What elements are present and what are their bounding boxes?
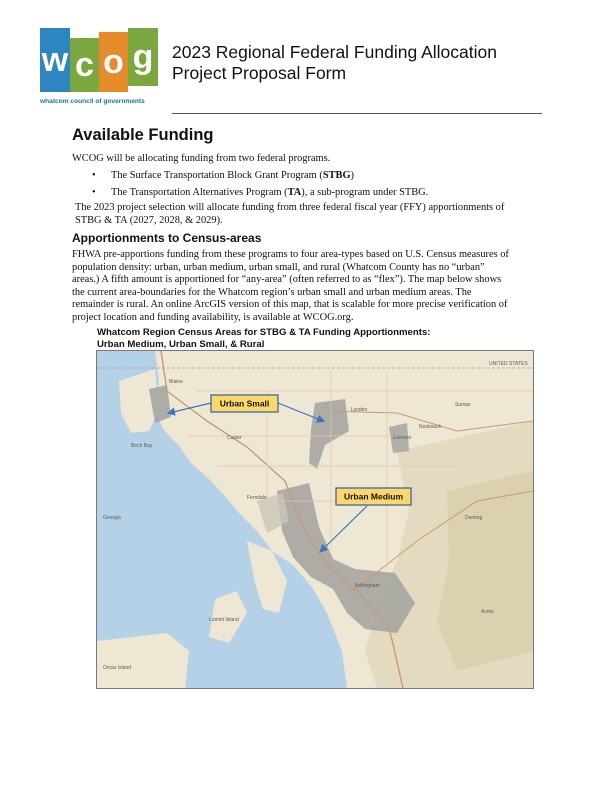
paragraph-line: the current area-boundaries for the Whatcom region’s urban small and urban medium areas. The: [72, 286, 472, 298]
map-label-blaine: Blaine: [169, 379, 183, 385]
map-label-birch-bay: Birch Bay: [131, 443, 153, 449]
logo-tile-c: c: [70, 38, 99, 92]
map-label-acme: Acme: [481, 609, 494, 615]
selection-note-line2: STBG & TA (2027, 2028, & 2029).: [75, 214, 223, 226]
logo-tile-o: o: [99, 32, 128, 92]
paragraph-line: project location and funding availability, is available at WCOG.org.: [72, 311, 354, 323]
map-label-georgia: Georgia: [103, 515, 121, 521]
wcog-logo-tiles: [40, 28, 158, 92]
map-label-lummi-island: Lummi Island: [209, 617, 239, 623]
page-title-line2: Project Proposal Form: [172, 63, 347, 83]
list-item: [92, 170, 428, 187]
paragraph-line: areas.) A fifth amount is apportioned for “any-area” (often referred to as “flex”). The map below shows: [72, 274, 502, 285]
logo-subtitle: whatcom council of governments: [40, 98, 145, 105]
bullet-bold-text: STBG: [322, 170, 351, 181]
bullet-bold-text: TA: [287, 187, 302, 198]
map-label-custer: Custer: [227, 435, 242, 441]
selection-note-line1: The 2023 project selection will allocate funding from three federal fiscal year (FFY) apportionments of: [75, 202, 505, 213]
map-label-sumas: Sumas: [455, 402, 471, 408]
program-list: [92, 170, 428, 204]
orcas-island: [97, 633, 189, 688]
map-caption: [97, 327, 430, 350]
map-label-deming: Deming: [465, 515, 483, 521]
census-area-map-graphic: [97, 351, 533, 688]
map-label-lynden: Lynden: [351, 407, 368, 413]
page-title-line1: 2023 Regional Federal Funding Allocation: [172, 42, 497, 62]
logo-tile-w: w: [40, 28, 70, 92]
map-label-orcas-island: Orcas Island: [103, 665, 132, 671]
census-area-map: [96, 350, 534, 689]
available-funding-heading: Available Funding: [72, 126, 214, 144]
bullet-text: The Transportation Alternatives Program (: [111, 187, 288, 198]
map-label-ferndale: Ferndale: [247, 495, 267, 501]
map-label-united-states: UNITED STATES: [489, 361, 528, 367]
map-label-everson: Everson: [393, 435, 412, 441]
bullet-text: ), a sub-program under STBG.: [301, 187, 429, 198]
header-divider: [172, 113, 542, 114]
map-label-nooksack: Nooksack: [419, 424, 441, 430]
wcog-logo: [40, 28, 162, 108]
bullet-text: The Surface Transportation Block Grant Program (: [111, 170, 323, 181]
apportionments-heading: Apportionments to Census-areas: [72, 231, 262, 245]
urban-small-label: Urban Small: [219, 398, 270, 409]
map-label-bellingham: Bellingham: [355, 583, 380, 589]
apportionments-paragraph: [72, 249, 509, 324]
urban-medium-label: Urban Medium: [343, 491, 404, 502]
paragraph-line: population density: urban, urban medium, urban small, and rural (Whatcom County has no “urban”: [72, 261, 485, 273]
logo-tile-g: g: [128, 28, 158, 86]
map-caption-line1: Whatcom Region Census Areas for STBG & TA Funding Apportionments:: [97, 327, 431, 338]
mountain-terrain-ridge: [437, 471, 533, 671]
map-caption-line2: Urban Medium, Urban Small, & Rural: [97, 338, 265, 350]
bullet-text: ): [350, 170, 355, 181]
paragraph-line: remainder is rural. An online ArcGIS version of this map, that is scalable for more precise verification of: [72, 299, 508, 310]
page-title: [172, 42, 497, 84]
paragraph-line: FHWA pre-apportions funding from these programs to four area-types based on U.S. Census measures of: [72, 249, 509, 260]
selection-note: [75, 202, 504, 227]
available-funding-intro: WCOG will be allocating funding from two federal programs.: [72, 153, 331, 164]
